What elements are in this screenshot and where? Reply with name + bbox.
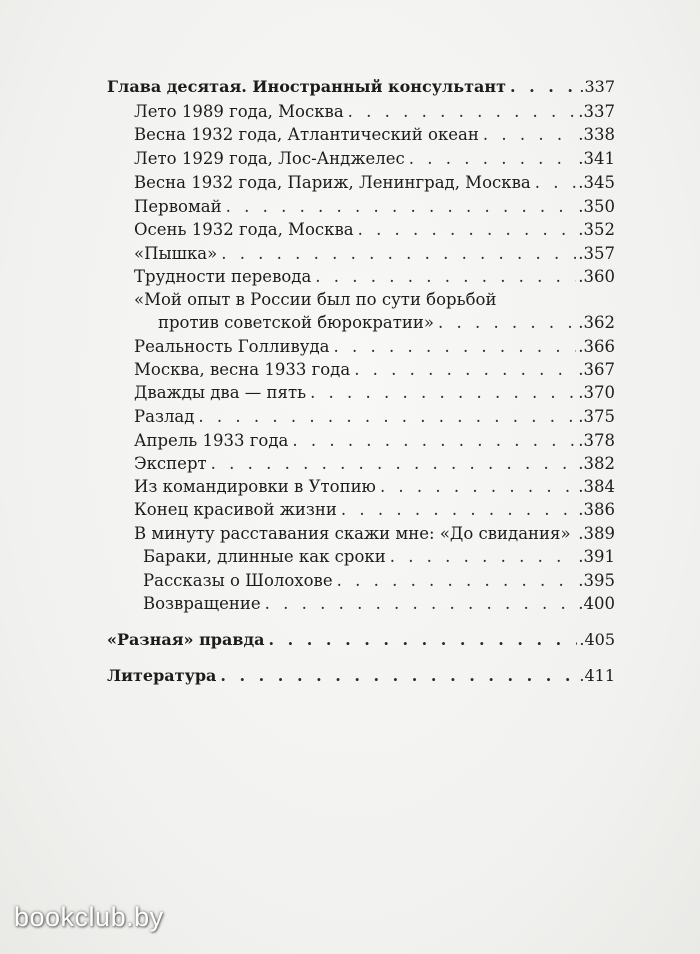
toc-entry: Весна 1932 года, Париж, Ленинград, Москва . . . .345: [134, 172, 615, 194]
toc-entry: Лето 1929 года, Лос-Анджелес . . . .341: [134, 148, 615, 170]
dot-leader: [265, 593, 577, 615]
watermark-logo: bookclub.by: [14, 902, 164, 932]
toc-entry: Лето 1989 года, Москва . . . .337: [134, 101, 615, 123]
dot-leader: [211, 453, 577, 475]
toc-entry: Дважды два — пять . . . .370: [134, 382, 615, 404]
dot-leader: [198, 406, 576, 428]
toc-entry: Возвращение . . . .400: [143, 593, 615, 615]
toc-entry: Рассказы о Шолохове . . . .395: [143, 570, 615, 592]
toc-entry: Трудности перевода . . . .360: [134, 266, 615, 288]
toc-entry: В минуту расставания скажи мне: «До свидания» . . . .389: [134, 523, 615, 545]
toc-entry-first-line: «Мой опыт в России был по сути борьбой: [134, 290, 497, 309]
toc-entry: Конец красивой жизни . . . .386: [134, 499, 615, 521]
dot-leader: [575, 523, 577, 545]
toc-section-row: «Разная» правда . . . .405: [107, 629, 615, 651]
dot-leader: [310, 382, 576, 404]
toc-entry: «Пышка» . . . .357: [134, 243, 615, 265]
toc-entry: Первомай . . . .350: [134, 196, 615, 218]
dot-leader: [390, 546, 577, 568]
toc-entry: Разлад . . . .375: [134, 406, 615, 428]
dot-leader: [535, 172, 577, 194]
toc-entry: Апрель 1933 года . . . .378: [134, 430, 615, 452]
toc-entry: Реальность Голливуда . . . .366: [134, 336, 615, 358]
toc-entry: Весна 1932 года, Атлантический океан . . . .338: [134, 124, 615, 146]
toc-entry: Осень 1932 года, Москва . . . .352: [134, 219, 615, 241]
dot-leader: [269, 629, 578, 651]
dot-leader: [221, 243, 576, 265]
dot-leader: [315, 266, 576, 288]
toc-entry: Москва, весна 1933 года . . . .367: [134, 359, 615, 381]
toc-section-row: Литература . . . .411: [107, 665, 615, 687]
dot-leader: [409, 148, 577, 170]
dot-leader: [341, 499, 576, 521]
dot-leader: [334, 336, 577, 358]
dot-leader: [358, 219, 577, 241]
dot-leader: [510, 76, 577, 98]
dot-leader: [220, 665, 577, 687]
dot-leader: [337, 570, 577, 592]
dot-leader: [380, 476, 576, 498]
dot-leader: [483, 124, 576, 146]
toc-entry: Эксперт . . . .382: [134, 453, 615, 475]
toc-entry: Бараки, длинные как сроки . . . .391: [143, 546, 615, 568]
dot-leader: [348, 101, 577, 123]
toc-entry: Из командировки в Утопию . . . .384: [134, 476, 615, 498]
toc-chapter-row: [107, 76, 615, 98]
toc-entry: против советской бюрократии» . . . .362: [158, 312, 615, 334]
dot-leader: [438, 312, 576, 334]
dot-leader: [354, 359, 576, 381]
dot-leader: [292, 430, 576, 452]
toc-chapter-title: Глава десятая. Иностранный консультант: [107, 77, 506, 96]
dot-leader: [226, 196, 577, 218]
toc-chapter-page: .337: [579, 77, 615, 96]
